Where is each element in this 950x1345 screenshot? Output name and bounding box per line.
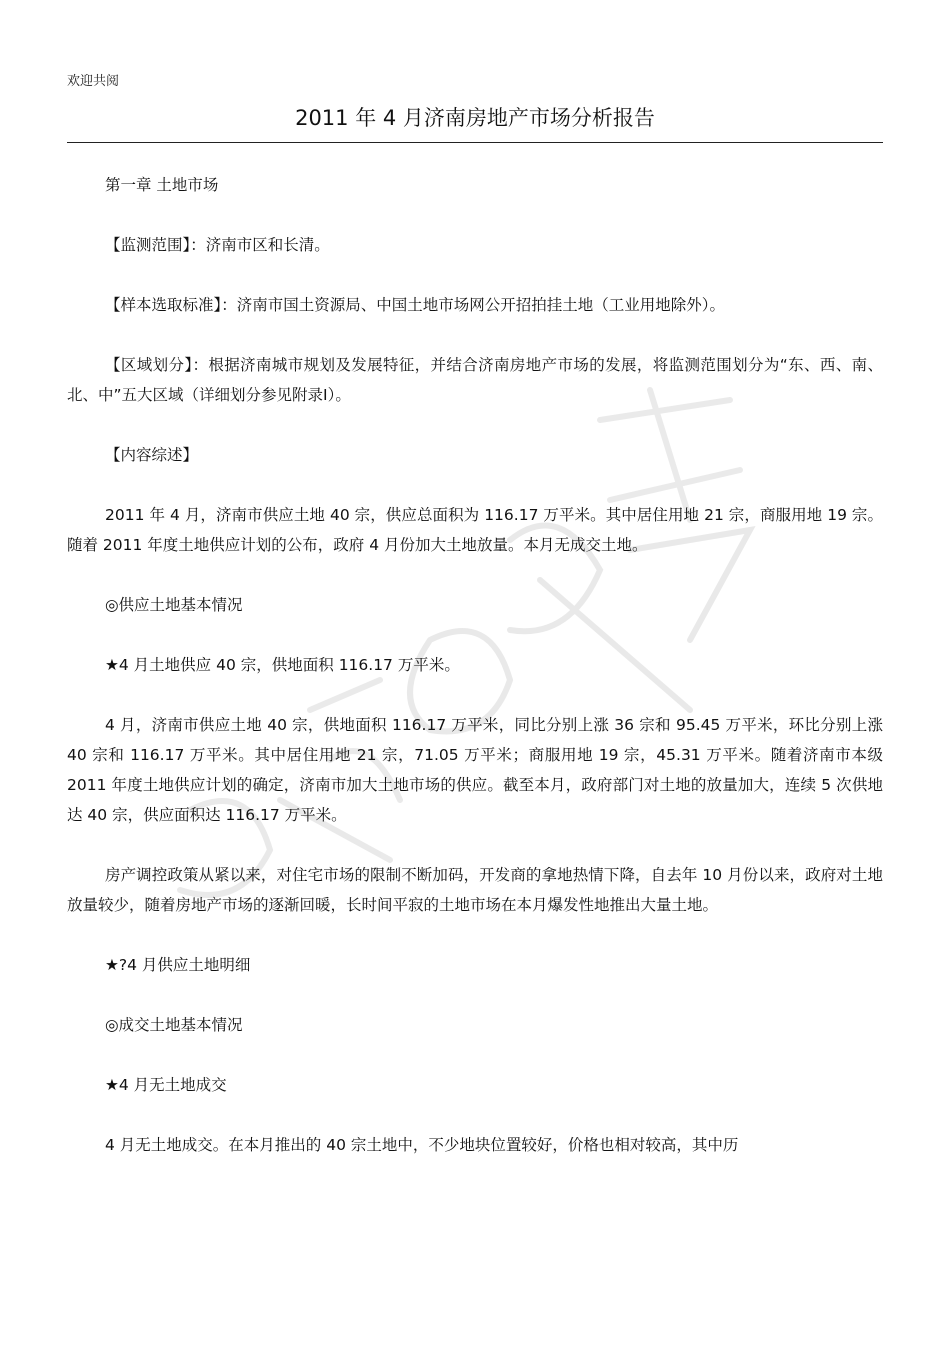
transaction-paragraph: 4 月无土地成交。在本月推出的 40 宗土地中，不少地块位置较好，价格也相对较高，其中历 <box>105 1136 739 1154</box>
supply-detail-paragraph: 4 月，济南市供应土地 40 宗，供地面积 116.17 万平米，同比分别上涨 36 宗和 95.45 万平米，环比分别上涨 40 宗和 116.17 万平米。其中居住用地 21 宗，71.05 万平米；商服用地 19 宗，45.31 万平米。随着济南市本级 2011 年度土地供应计划的确定，济南市加大土地市场的供应。截至本月，政府部门对土地的放量加大，连续 5 次供地达 40 宗，供应面积达 116.17 万平米。 <box>67 716 883 824</box>
policy-paragraph: 房产调控政策从紧以来，对住宅市场的限制不断加码，开发商的拿地热情下降，自去年 10 月份以来，政府对土地放量较少，随着房地产市场的逐渐回暖，长时间平寂的土地市场在本月爆发性地推出大量土地。 <box>67 866 883 914</box>
title-divider <box>67 142 883 143</box>
sample-criteria: 【样本选取标准】：济南市国土资源局、中国土地市场网公开招拍挂土地（工业用地除外）。 <box>105 296 726 314</box>
transaction-section-heading: ◎成交土地基本情况 <box>105 1016 243 1034</box>
summary-heading: 【内容综述】 <box>105 446 199 464</box>
monitoring-scope: 【监测范围】：济南市区和长清。 <box>105 236 330 254</box>
supply-highlight: ★4 月土地供应 40 宗，供地面积 116.17 万平米。 <box>105 656 460 674</box>
region-division: 【区域划分】：根据济南城市规划及发展特征，并结合济南房地产市场的发展，将监测范围划分为“东、西、南、北、中”五大区域（详细划分参见附录Ⅰ）。 <box>67 356 883 404</box>
report-body <box>67 170 883 1160</box>
header-note: 欢迎共阅 <box>67 74 120 89</box>
page-title: 2011 年 4 月济南房地产市场分析报告 <box>295 106 655 130</box>
summary-paragraph: 2011 年 4 月，济南市供应土地 40 宗，供应总面积为 116.17 万平米。其中居住用地 21 宗，商服用地 19 宗。随着 2011 年度土地供应计划的公布，政府 4 月份加大土地放量。本月无成交土地。 <box>67 506 883 554</box>
transaction-highlight: ★4 月无土地成交 <box>105 1076 227 1094</box>
supply-section-heading: ◎供应土地基本情况 <box>105 596 243 614</box>
chapter-heading: 第一章 土地市场 <box>105 176 219 194</box>
supply-list-heading: ★?4 月供应土地明细 <box>105 956 251 974</box>
